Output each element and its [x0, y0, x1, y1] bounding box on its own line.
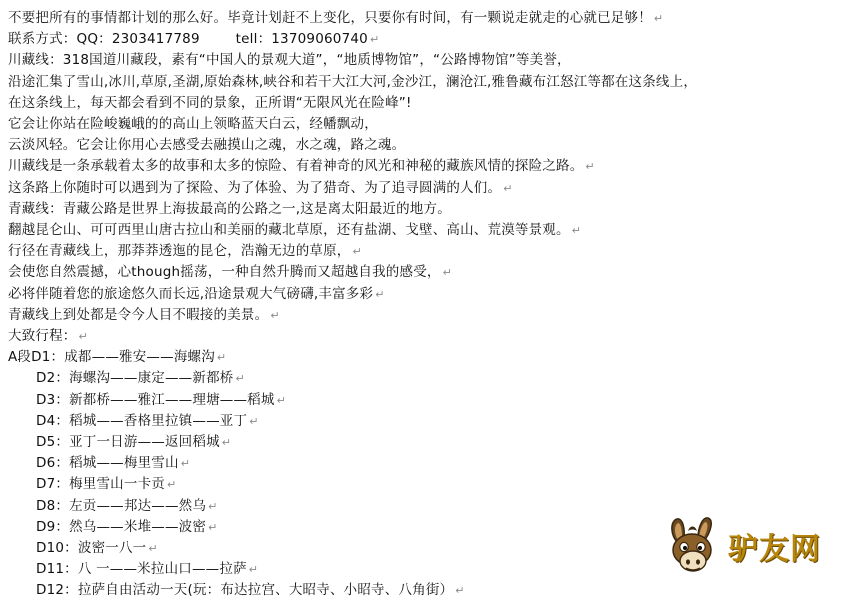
line-text: D5：亚丁一日游——返回稻城 [36, 434, 220, 451]
document-line [8, 93, 846, 114]
document-line [8, 50, 846, 71]
line-text: D6：稻城——梅里雪山 [36, 455, 179, 472]
document-line [8, 178, 846, 199]
paragraph-mark-icon: ↵ [249, 414, 259, 428]
paragraph-mark-icon: ↵ [216, 351, 227, 365]
line-text: 青藏线：青藏公路是世界上海拔最高的公路之一,这是离太阳最近的地方。 [8, 200, 451, 217]
paragraph-mark-icon: ↵ [571, 224, 582, 238]
line-text: D10：波密一八一 [36, 540, 147, 557]
paragraph-mark-icon: ↵ [585, 160, 595, 174]
paragraph-mark-icon: ↵ [235, 372, 245, 386]
document-body [8, 8, 846, 602]
document-line [8, 474, 846, 495]
document-line [8, 199, 846, 220]
paragraph-mark-icon: ↵ [503, 181, 513, 195]
document-line [8, 156, 846, 177]
line-text: 川藏线：318国道川藏段，素有“中国人的景观大道”，“地质博物馆”，“公路博物馆”等美誉， [8, 52, 571, 69]
paragraph-mark-icon: ↵ [375, 287, 385, 301]
line-text: 联系方式：QQ：2303417789 tell：13709060740 [8, 31, 368, 48]
document-line [8, 559, 846, 580]
document-line [8, 368, 846, 389]
watermark-text: 驴友网 [728, 532, 821, 567]
paragraph-mark-icon: ↵ [221, 436, 232, 450]
document-line [8, 72, 846, 93]
paragraph-mark-icon: ↵ [442, 266, 453, 280]
paragraph-mark-icon: ↵ [352, 245, 362, 259]
document-line [8, 284, 846, 305]
line-text: D7：梅里雪山一卡贡 [36, 476, 165, 493]
document-line [8, 8, 846, 29]
paragraph-mark-icon: ↵ [455, 584, 465, 598]
line-text: 会使您自然震撼，心though摇荡，一种自然升腾而又超越自我的感受， [8, 264, 441, 281]
line-text: D11：八 一——米拉山口——拉萨 [36, 561, 247, 578]
document-line [8, 326, 846, 347]
line-text: 青藏线上到处都是令今人目不暇接的美景。 [8, 306, 269, 323]
line-text: D2：海螺沟——康定——新都桥 [36, 370, 234, 387]
line-text: 不要把所有的事情都计划的那么好。毕竟计划赶不上变化，只要你有时间，有一颗说走就走的心就已足够！ [8, 10, 652, 26]
document-line [8, 347, 846, 368]
line-text: D12：拉萨自由活动一天(玩：布达拉宫、大昭寺、小昭寺、八角街） [36, 582, 454, 599]
document-line [8, 538, 846, 559]
document-line [8, 262, 846, 283]
document-line [8, 220, 846, 241]
paragraph-mark-icon: ↵ [180, 457, 191, 471]
line-text: 行径在青藏线上，那莽莽透迤的昆仑，浩瀚无边的草原， [8, 243, 351, 260]
document-line [8, 29, 846, 50]
line-text: 在这条线上，每天都会看到不同的景象，正所谓“无限风光在险峰”! [8, 94, 412, 111]
line-text: A段D1：成都——雅安——海螺沟 [8, 349, 215, 366]
line-text: 它会让你站在险峻巍峨的的高山上领略蓝天白云，经幡飘动， [8, 116, 378, 133]
paragraph-mark-icon: ↵ [208, 520, 218, 534]
document-line [8, 411, 846, 432]
document-line [8, 390, 846, 411]
line-text: 大致行程： [8, 328, 77, 345]
line-text: 翻越昆仑山、可可西里山唐古拉山和美丽的藏北草原，还有盐湖、戈壁、高山、荒漠等景观。 [8, 222, 570, 239]
document-line [8, 580, 846, 601]
document-line [8, 432, 846, 453]
paragraph-mark-icon: ↵ [248, 563, 259, 577]
document-line [8, 114, 846, 135]
line-text: 云淡风轻。它会让你用心去感受去融摸山之魂，水之魂，路之魂。 [8, 137, 406, 154]
document-line [8, 305, 846, 326]
line-text: D4：稻城——香格里拉镇——亚丁 [36, 412, 248, 429]
line-text: 沿途汇集了雪山,冰川,草原,圣湖,原始森林,峡谷和若干大江大河,金沙江，澜沧江,雅鲁藏布江怒江等都在这条线上， [8, 73, 698, 90]
paragraph-mark-icon: ↵ [653, 12, 664, 25]
document-line [8, 241, 846, 262]
paragraph-mark-icon: ↵ [270, 308, 280, 322]
document-line [8, 135, 846, 156]
document-line [8, 496, 846, 517]
paragraph-mark-icon: ↵ [78, 330, 88, 344]
paragraph-mark-icon: ↵ [166, 478, 177, 492]
document-line [8, 453, 846, 474]
line-text: 必将伴随着您的旅途悠久而长远,沿途景观大气磅礴,丰富多彩 [8, 285, 374, 302]
paragraph-mark-icon: ↵ [148, 542, 158, 556]
paragraph-mark-icon: ↵ [369, 33, 380, 47]
paragraph-mark-icon: ↵ [208, 499, 218, 513]
line-text: D3：新都桥——雅江——理塘——稻城 [36, 391, 275, 408]
line-text: D9：然乌——米堆——波密 [36, 518, 207, 535]
document-line [8, 517, 846, 538]
line-text: 这条路上你随时可以遇到为了探险、为了体验、为了猎奇、为了追寻圆满的人们。 [8, 179, 502, 196]
line-text: 川藏线是一条承载着太多的故事和太多的惊险、有着神奇的风光和神秘的藏族风情的探险之路。 [8, 158, 584, 175]
line-text: D8：左贡——邦达——然乌 [36, 497, 207, 514]
paragraph-mark-icon: ↵ [276, 393, 287, 407]
